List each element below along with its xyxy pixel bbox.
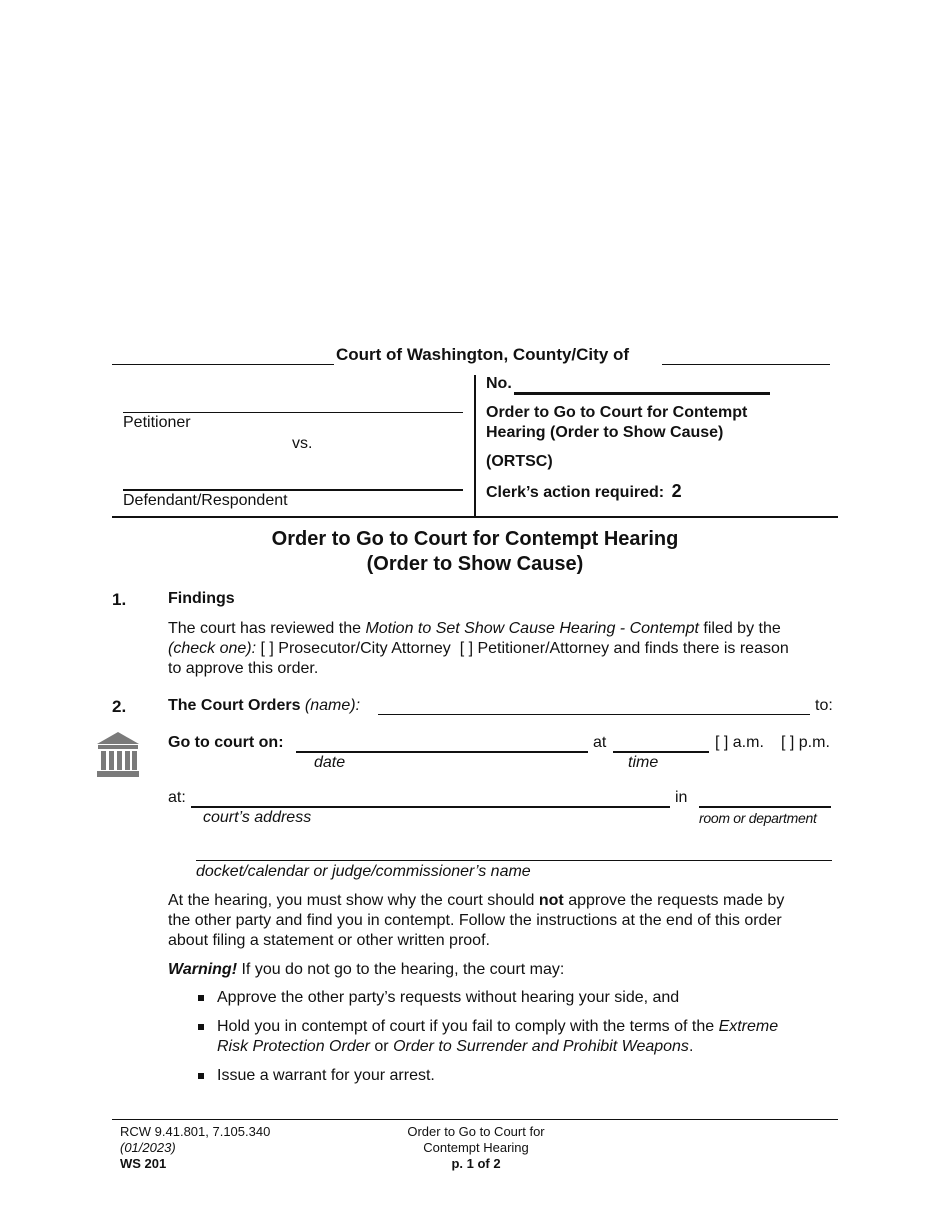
docket-label: docket/calendar or judge/commissioner’s name xyxy=(196,863,531,880)
petitioner-name-line[interactable] xyxy=(123,412,463,413)
room-line[interactable] xyxy=(699,806,831,808)
time-label: time xyxy=(628,754,659,771)
court-title: Court of Washington, County/City of xyxy=(336,345,630,364)
form-title-line2: Hearing (Order to Show Cause) xyxy=(486,424,724,441)
form-title-line1: Order to Go to Court for Contempt xyxy=(486,404,748,421)
bullet3-text: Issue a warrant for your arrest. xyxy=(217,1067,435,1084)
go-to-court-label: Go to court on: xyxy=(168,734,284,751)
room-label: room or department xyxy=(699,810,817,826)
footer-rule xyxy=(112,1119,838,1120)
main-title-line2: (Order to Show Cause) xyxy=(366,553,584,575)
findings-line1: The court has reviewed the Motion to Set Show Cause Hearing - Contempt filed by the xyxy=(168,620,781,637)
to-label: to: xyxy=(815,697,833,714)
address-line[interactable] xyxy=(191,806,670,808)
bullet1-text: Approve the other party’s requests without hearing your side, and xyxy=(217,989,680,1006)
footer-title-line2: Contempt Hearing xyxy=(423,1140,529,1155)
option-prosecutor[interactable]: [ ] Prosecutor/City Attorney xyxy=(260,640,451,657)
petitioner-label: Petitioner xyxy=(123,414,191,431)
address-label: court’s address xyxy=(203,809,312,826)
warning-line: Warning! If you do not go to the hearing, the court may: xyxy=(168,961,565,978)
vs-label: vs. xyxy=(292,435,313,452)
clerk-action-value: 2 xyxy=(671,481,682,501)
county-name-line[interactable] xyxy=(662,364,830,365)
hearing-line2: the other party and find you in contempt. Follow the instructions at the end of this order xyxy=(168,912,782,929)
option-petitioner[interactable]: [ ] Petitioner/Attorney and finds there is reason xyxy=(459,640,789,657)
section2-number: 2. xyxy=(112,697,127,716)
time-line[interactable] xyxy=(613,751,709,753)
name-line[interactable] xyxy=(378,714,810,715)
date-line[interactable] xyxy=(296,751,588,753)
docket-line[interactable] xyxy=(196,860,832,861)
case-number-line[interactable] xyxy=(514,392,770,395)
hearing-line3: about filing a statement or other written proof. xyxy=(168,932,490,949)
respondent-name-line[interactable] xyxy=(123,489,463,491)
findings-line3: to approve this order. xyxy=(168,660,319,677)
am-checkbox[interactable]: [ ] a.m. xyxy=(715,734,764,751)
findings-line2: (check one): [ ] Prosecutor/City Attorney [ ] Petitioner/Attorney and finds there is reason xyxy=(168,640,789,657)
footer-form-no: WS 201 xyxy=(120,1156,167,1171)
bullet-icon xyxy=(198,1073,204,1079)
main-title-line1: Order to Go to Court for Contempt Hearing xyxy=(271,528,679,550)
court-orders-label: The Court Orders (name): xyxy=(168,697,361,714)
bullet2-line2: Risk Protection Order or Order to Surrender and Prohibit Weapons. xyxy=(217,1038,694,1055)
section1-heading: Findings xyxy=(168,590,235,607)
bullet2-line1: Hold you in contempt of court if you fail to comply with the terms of the Extreme xyxy=(217,1018,779,1035)
footer-title-line1: Order to Go to Court for xyxy=(407,1124,545,1139)
section1-number: 1. xyxy=(112,590,127,609)
at-word: at xyxy=(593,734,607,751)
footer-page: p. 1 of 2 xyxy=(451,1156,501,1171)
footer-rcw: RCW 9.41.801, 7.105.340 xyxy=(120,1124,271,1139)
respondent-label: Defendant/Respondent xyxy=(123,492,288,509)
caption-divider xyxy=(474,375,476,516)
clerk-action-label: Clerk’s action required: xyxy=(486,484,665,501)
bullet-icon xyxy=(198,995,204,1001)
in-word: in xyxy=(675,789,688,806)
county-blank-line[interactable] xyxy=(112,364,334,365)
case-number-label: No. xyxy=(486,375,512,392)
bullet-icon xyxy=(198,1024,204,1030)
form-code: (ORTSC) xyxy=(486,453,553,470)
caption-bottom-rule xyxy=(112,516,838,518)
at-label: at: xyxy=(168,789,186,806)
pm-checkbox[interactable]: [ ] p.m. xyxy=(781,734,830,751)
clerk-action xyxy=(486,481,682,502)
footer-date: (01/2023) xyxy=(120,1140,176,1155)
hearing-line1: At the hearing, you must show why the court should not approve the requests made by xyxy=(168,892,785,909)
date-label: date xyxy=(314,754,346,771)
courthouse-icon xyxy=(95,730,141,778)
